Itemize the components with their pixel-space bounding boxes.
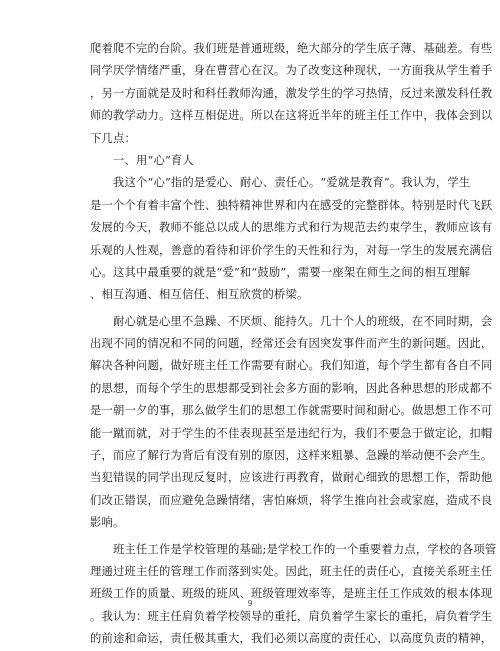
body-text — [90, 38, 497, 651]
section-heading — [90, 150, 420, 172]
text-line: 发展的今天，教师不能总以成人的思维方式和行为规范去约束学生，教师应该有 — [90, 221, 493, 235]
text-line: 、相互沟通、相互信任、相互欣赏的桥梁。 — [90, 288, 309, 302]
text-line: 心。这其中最重要的就是“爱”和“鼓励”，需要一座架在师生之间的相互理解 — [90, 265, 471, 279]
text-line: 班级工作的质量、班级的班风、班级管理效率等，是班主任工作成效的根本体现 — [90, 587, 493, 601]
text-line: 当犯错误的同学出现反复时，应该进行再教育，做耐心细致的思想工作，帮助他 — [90, 471, 493, 485]
text-line: 的思想，而每个学生的思想都受到社会多方面的影响，因此各种思想的形成都不 — [90, 381, 493, 395]
text-line: 师的教学动力。这样互相促进。所以在这将近半年的班主任工作中，我体会到以 — [90, 109, 493, 123]
text-line: 出现不同的情况和不同的问题，经常还会有因突发事件而产生的新问题。因此， — [90, 337, 493, 351]
text-line: 解决各种问题，做好班主任工作需要有耐心。我们知道，每个学生都有各自不同 — [90, 359, 493, 373]
paragraph-heart — [90, 172, 493, 306]
text-line: 下几点： — [90, 131, 136, 145]
page-number: 9 — [247, 599, 253, 608]
text-line: 是一个个有着丰富个性、独特精神世界和内在感受的完整群体。特别是时代飞跃 — [90, 198, 493, 212]
text-line: 班主任工作是学校管理的基础;是学校工作的一个重要着力点，学校的各项管 — [90, 542, 497, 556]
text-line: 是一朝一夕的事，那么做学生们的思想工作就需要时间和耐心。做思想工作不可 — [90, 404, 493, 418]
text-line: 同学厌学情绪严重，身在曹营心在汉。为了改变这种现状，一方面我从学生着手 — [90, 64, 493, 78]
paragraph-intro — [90, 38, 493, 150]
paragraph-responsibility — [90, 539, 497, 651]
text-line: 爬着爬不完的台阶。我们班是普通班级，绝大部分的学生底子薄、基础差。有些 — [90, 42, 493, 55]
text-line: 理通过班主任的管理工作而落到实处。因此，班主任的责任心，直接关系班主任 — [90, 564, 493, 578]
text-line: 影响。 — [90, 516, 125, 530]
text-line: 能一蹴而就，对于学生的不佳表现甚至是违纪行为，我们不要急于做定论，扣帽 — [90, 426, 493, 440]
text-line: 的前途和命运，责任极其重大，我们必须以高度的责任心，以高度负责的精神， — [90, 632, 493, 646]
text-line: 子，而应了解行为背后有没有别的原因，这样来粗暴、急躁的举动便不会产生。 — [90, 449, 493, 463]
paragraph-patience — [90, 311, 493, 535]
text-line: 乐观的人性观，善意的看待和评价学生的天性和行为，对每一学生的发展充满信 — [90, 243, 493, 257]
text-line: ，另一方面就是及时和科任教师沟通，激发学生的学习热情，反过来激发科任教 — [90, 86, 493, 100]
text-line: 。我认为：班主任肩负着学校领导的重托，肩负着学生家长的重托，肩负着学生 — [90, 609, 493, 623]
text-line: 我这个“心”指的是爱心、耐心、责任心。“爱就是教育”。我认为，学生 — [90, 176, 471, 190]
text-line: 们改正错误，而应避免急躁情绪，害怕麻烦，将学生推向社会或家庭，造成不良 — [90, 493, 493, 507]
text-line: 耐心就是心里不急躁、不厌烦、能持久。几十个人的班级，在不同时期，会 — [90, 314, 493, 328]
heading-line: 一、用“心”育人 — [90, 153, 194, 167]
